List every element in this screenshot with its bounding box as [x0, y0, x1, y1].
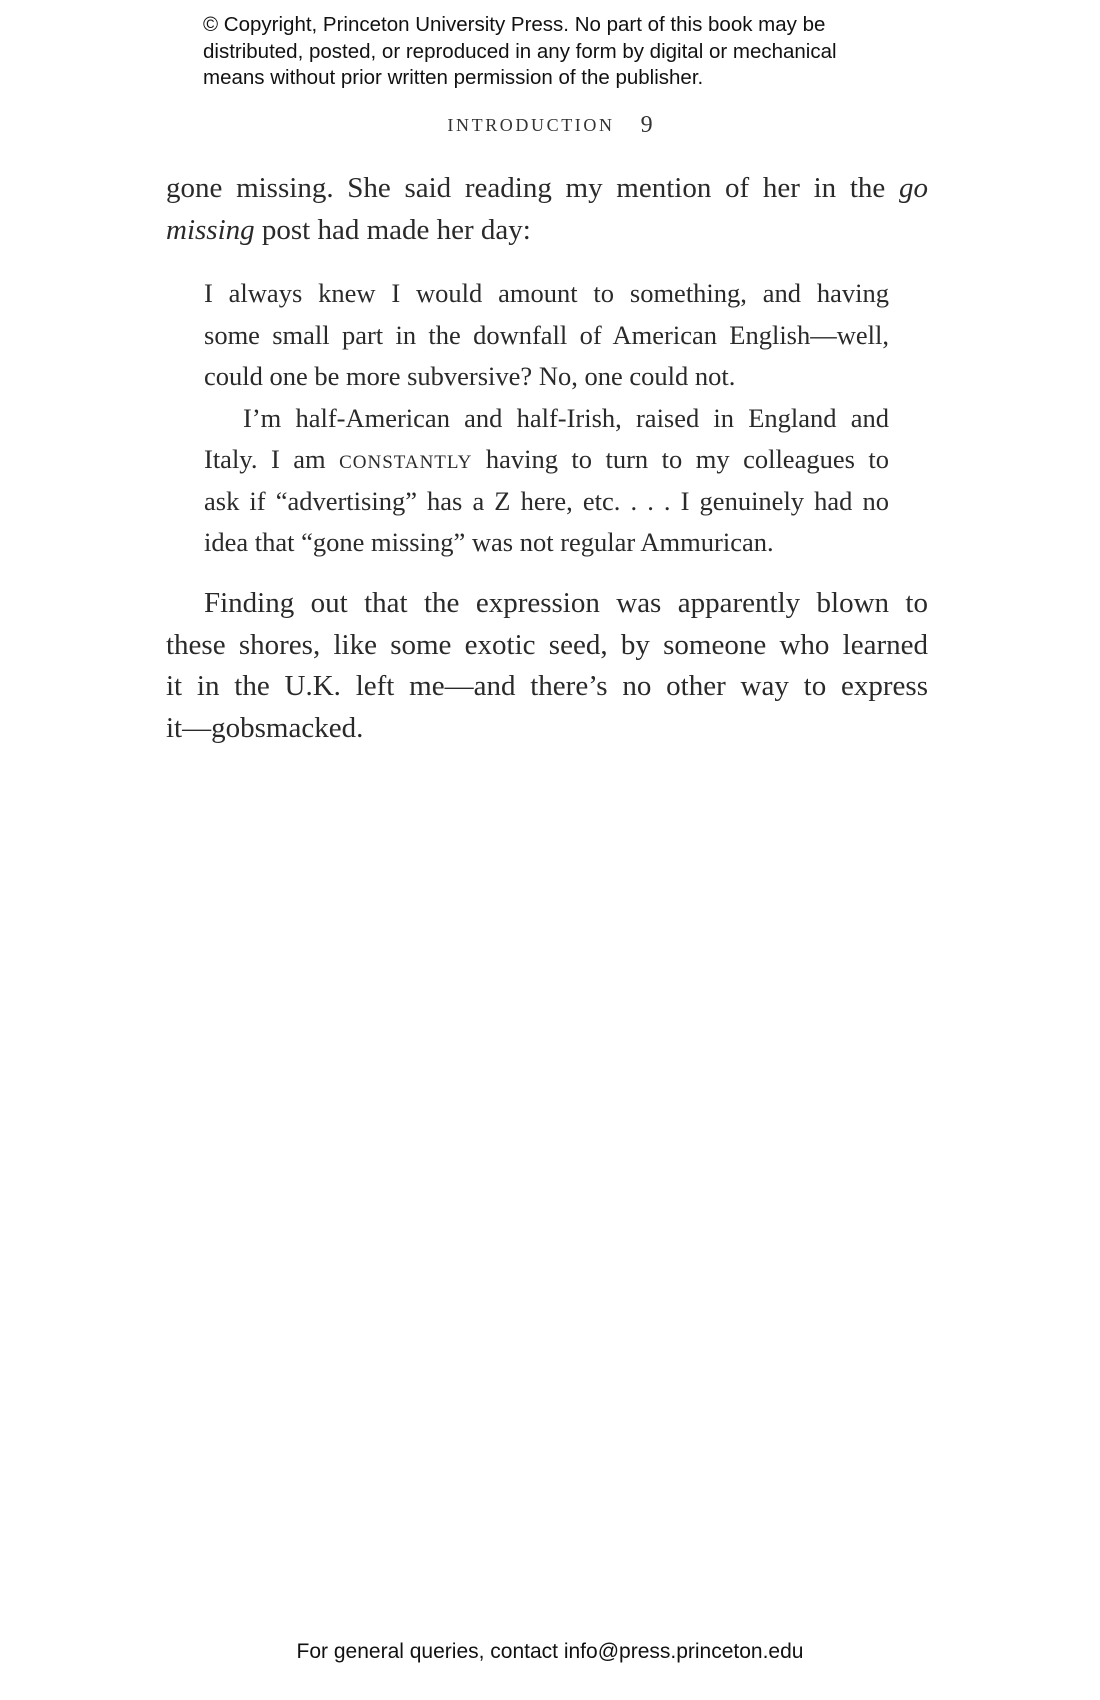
text-run: Italy. I am — [204, 444, 340, 474]
block-quote — [204, 273, 889, 564]
text-line — [166, 168, 928, 210]
quote-line — [204, 439, 889, 481]
copyright-notice — [203, 12, 923, 92]
text-run: gone missing. She said reading my mention of her in the — [166, 172, 899, 204]
footer-contact: For general queries, contact info@press.princeton.edu — [296, 1640, 804, 1663]
page-number: 9 — [640, 112, 653, 138]
quote-line: idea that “gone missing” was not regular Ammurican. — [204, 527, 774, 557]
text-line: Finding out that the expression was apparently blown to — [204, 587, 928, 619]
paragraph — [166, 583, 928, 749]
running-head — [0, 112, 1100, 139]
quote-line: ask if “advertising” has a Z here, etc. . . . I genuinely had no — [204, 485, 889, 516]
text-line — [166, 210, 928, 252]
copyright-line: means without prior written permission of the publisher. — [203, 66, 704, 89]
text-run: post had made her day: — [254, 213, 531, 246]
quote-line: I’m half-American and half-Irish, raised in England and — [243, 402, 889, 433]
small-caps-text: constantly — [339, 444, 473, 474]
quote-line: I always knew I would amount to something, and having — [204, 278, 889, 308]
quote-line: some small part in the downfall of American English—well, — [204, 319, 889, 350]
copyright-line: © Copyright, Princeton University Press. No part of this book may be — [203, 13, 826, 36]
text-line: it in the U.K. left me—and there’s no other way to express — [166, 670, 928, 702]
italic-text: go — [899, 172, 928, 204]
text-line: it—gobsmacked. — [166, 711, 364, 744]
quote-line: could one be more subversive? No, one could not. — [204, 361, 736, 391]
running-head-title: INTRODUCTION — [447, 115, 615, 135]
italic-text: missing — [166, 213, 255, 246]
text-line: these shores, like some exotic seed, by someone who learned — [166, 628, 928, 661]
paragraph — [166, 168, 928, 251]
text-run: having to turn to my colleagues to — [472, 444, 889, 474]
copyright-line: distributed, posted, or reproduced in any form by digital or mechanical — [203, 39, 837, 63]
